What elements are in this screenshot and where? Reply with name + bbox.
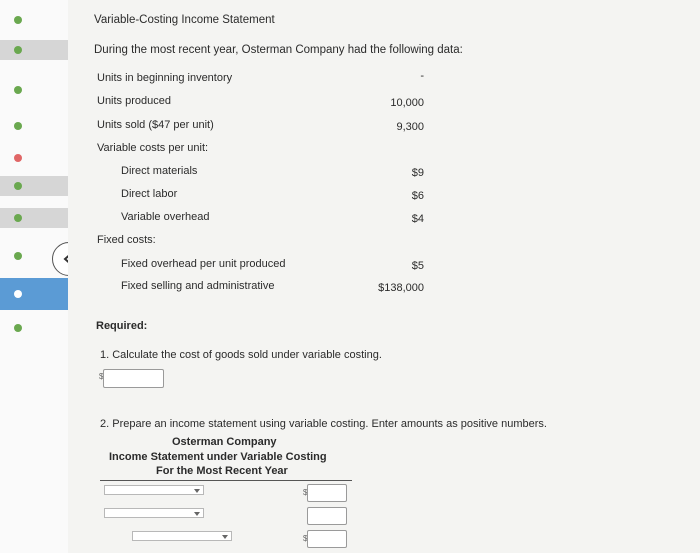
check-icon	[14, 16, 22, 24]
amount-input-3[interactable]	[307, 530, 347, 548]
data-label: Variable overhead	[121, 211, 210, 223]
data-value: $138,000	[378, 282, 424, 294]
statement-period: For the Most Recent Year	[156, 465, 288, 477]
data-label: Variable costs per unit:	[97, 142, 209, 154]
data-value: $4	[411, 213, 424, 225]
intro-text: During the most recent year, Osterman Company had the following data:	[94, 44, 463, 56]
check-icon	[14, 86, 22, 94]
data-value: -	[420, 70, 424, 82]
question-sidebar	[0, 0, 68, 553]
statement-name: Income Statement under Variable Costing	[109, 451, 327, 463]
amount-input-1[interactable]	[307, 484, 347, 502]
currency-symbol: $	[303, 488, 308, 497]
nav-item-9[interactable]	[0, 278, 68, 310]
chevron-down-icon	[222, 535, 228, 539]
error-icon	[14, 154, 22, 162]
data-label: Fixed selling and administrative	[121, 280, 275, 292]
header-divider	[100, 480, 352, 481]
company-name: Osterman Company	[172, 436, 277, 448]
check-icon	[14, 214, 22, 222]
check-icon	[14, 122, 22, 130]
data-value: $9	[411, 167, 424, 179]
income-line-select-1[interactable]	[104, 485, 204, 495]
data-value: 10,000	[390, 97, 424, 109]
check-icon	[14, 252, 22, 260]
check-icon	[14, 182, 22, 190]
question-1: 1. Calculate the cost of goods sold under variable costing.	[100, 349, 382, 361]
statement-title: Variable-Costing Income Statement	[94, 14, 275, 26]
data-value: $5	[411, 260, 424, 272]
required-label: Required:	[96, 320, 148, 332]
data-label: Units produced	[97, 95, 171, 107]
currency-symbol: $	[303, 534, 308, 543]
currency-symbol: $	[99, 372, 104, 381]
current-icon	[14, 290, 22, 298]
nav-item-6[interactable]	[0, 170, 68, 202]
income-line-select-3[interactable]	[132, 531, 232, 541]
cogs-input[interactable]	[103, 369, 164, 388]
data-label: Fixed overhead per unit produced	[121, 258, 286, 270]
nav-item-3[interactable]	[0, 74, 68, 106]
chevron-down-icon	[194, 489, 200, 493]
check-icon	[14, 324, 22, 332]
chevron-down-icon	[194, 512, 200, 516]
data-label: Units in beginning inventory	[97, 72, 233, 84]
nav-item-4[interactable]	[0, 110, 68, 142]
data-label: Direct labor	[121, 188, 178, 200]
income-line-select-2[interactable]	[104, 508, 204, 518]
question-content	[68, 0, 700, 553]
data-label: Direct materials	[121, 165, 198, 177]
nav-item-2[interactable]	[0, 34, 68, 66]
data-value: $6	[411, 190, 424, 202]
nav-item-10[interactable]	[0, 312, 68, 344]
amount-input-2[interactable]	[307, 507, 347, 525]
data-label: Fixed costs:	[97, 234, 156, 246]
data-label: Units sold ($47 per unit)	[97, 119, 214, 131]
nav-item-1[interactable]	[0, 4, 68, 36]
question-2: 2. Prepare an income statement using variable costing. Enter amounts as positive numbers.	[100, 418, 547, 430]
data-value: 9,300	[396, 121, 424, 133]
nav-item-7[interactable]	[0, 202, 68, 234]
check-icon	[14, 46, 22, 54]
